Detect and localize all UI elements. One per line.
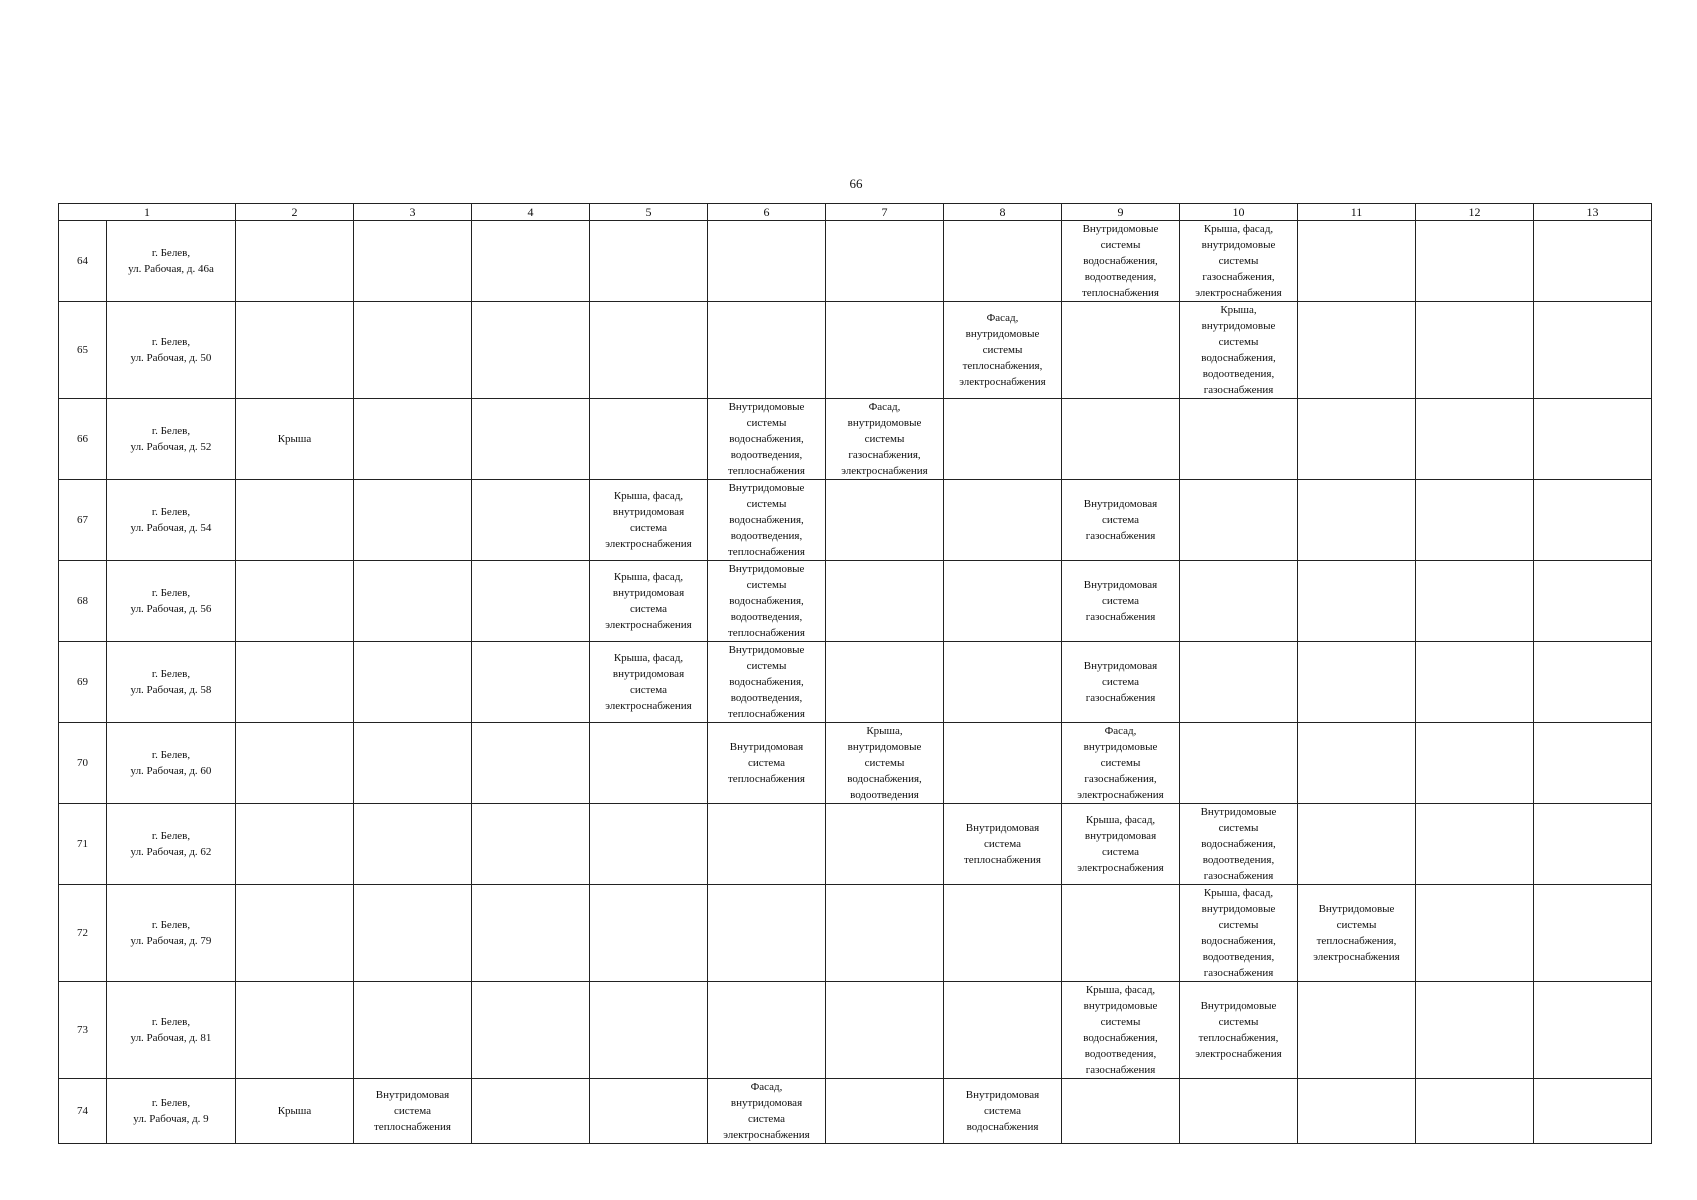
work-type-text: Внутридомовые системы водоснабжения, водоотведения, теплоснабжения (728, 644, 805, 720)
work-type-text: Крыша, внутридомовые системы водоснабжения, водоотведения (847, 725, 922, 801)
work-type-text: Внутридомовая система газоснабжения (1083, 498, 1158, 542)
period-cell-col-12 (1416, 642, 1534, 723)
row-number: 69 (59, 642, 107, 723)
period-cell-col-9 (1062, 885, 1180, 982)
period-cell-col-13 (1534, 561, 1652, 642)
row-number: 70 (59, 723, 107, 804)
period-cell-col-5 (590, 642, 708, 723)
work-type-text: Внутридомовые системы теплоснабжения, электроснабжения (1313, 903, 1400, 963)
period-cell-col-8 (944, 480, 1062, 561)
period-cell-col-8 (944, 1079, 1062, 1144)
period-cell-col-7 (826, 399, 944, 480)
table-row (59, 885, 1652, 982)
column-header-7: 7 (826, 204, 944, 221)
period-cell-col-5 (590, 723, 708, 804)
period-cell-col-10 (1180, 221, 1298, 302)
period-cell-col-4 (472, 480, 590, 561)
period-cell-col-8 (944, 982, 1062, 1079)
address-text: г. Белев, ул. Рабочая, д. 81 (130, 1016, 212, 1044)
period-cell-col-4 (472, 399, 590, 480)
period-cell-col-5 (590, 1079, 708, 1144)
address-cell (107, 302, 236, 399)
address-cell (107, 885, 236, 982)
period-cell-col-4 (472, 723, 590, 804)
period-cell-col-11 (1298, 302, 1416, 399)
period-cell-col-12 (1416, 804, 1534, 885)
address-text: г. Белев, ул. Рабочая, д. 58 (130, 668, 212, 696)
row-number: 72 (59, 885, 107, 982)
period-cell-col-3 (354, 1079, 472, 1144)
work-type-text: Внутридомовые системы теплоснабжения, электроснабжения (1195, 1000, 1282, 1060)
period-cell-col-3 (354, 804, 472, 885)
period-cell-col-12 (1416, 399, 1534, 480)
period-cell-col-11 (1298, 723, 1416, 804)
period-cell-col-2 (236, 480, 354, 561)
period-cell-col-2 (236, 885, 354, 982)
period-cell-col-13 (1534, 399, 1652, 480)
work-type-text: Внутридомовая система теплоснабжения (728, 741, 805, 785)
table-row (59, 221, 1652, 302)
row-number: 68 (59, 561, 107, 642)
period-cell-col-13 (1534, 723, 1652, 804)
work-type-text: Крыша (277, 1105, 312, 1117)
period-cell-col-7 (826, 561, 944, 642)
column-header-3: 3 (354, 204, 472, 221)
period-cell-col-6 (708, 399, 826, 480)
period-cell-col-6 (708, 723, 826, 804)
column-header-2: 2 (236, 204, 354, 221)
period-cell-col-12 (1416, 221, 1534, 302)
table-row (59, 723, 1652, 804)
address-cell (107, 723, 236, 804)
address-cell (107, 642, 236, 723)
period-cell-col-12 (1416, 982, 1534, 1079)
period-cell-col-12 (1416, 302, 1534, 399)
work-type-text: Крыша, внутридомовые системы водоснабжения, водоотведения, газоснабжения (1201, 304, 1276, 396)
period-cell-col-10 (1180, 561, 1298, 642)
period-cell-col-4 (472, 302, 590, 399)
period-cell-col-4 (472, 885, 590, 982)
period-cell-col-6 (708, 561, 826, 642)
work-type-text: Внутридомовая система газоснабжения (1083, 579, 1158, 623)
period-cell-col-5 (590, 221, 708, 302)
column-header-12: 12 (1416, 204, 1534, 221)
column-header-5: 5 (590, 204, 708, 221)
period-cell-col-7 (826, 302, 944, 399)
work-type-text: Внутридомовая система теплоснабжения (964, 822, 1041, 866)
period-cell-col-4 (472, 1079, 590, 1144)
period-cell-col-7 (826, 221, 944, 302)
column-header-10: 10 (1180, 204, 1298, 221)
period-cell-col-13 (1534, 804, 1652, 885)
work-type-text: Внутридомовые системы водоснабжения, водоотведения, теплоснабжения (728, 401, 805, 477)
period-cell-col-8 (944, 561, 1062, 642)
period-cell-col-4 (472, 804, 590, 885)
row-number: 67 (59, 480, 107, 561)
period-cell-col-13 (1534, 302, 1652, 399)
period-cell-col-4 (472, 982, 590, 1079)
period-cell-col-13 (1534, 885, 1652, 982)
period-cell-col-12 (1416, 885, 1534, 982)
table-row (59, 804, 1652, 885)
period-cell-col-6 (708, 1079, 826, 1144)
period-cell-col-10 (1180, 642, 1298, 723)
period-cell-col-10 (1180, 723, 1298, 804)
period-cell-col-2 (236, 723, 354, 804)
period-cell-col-5 (590, 804, 708, 885)
column-header-row (59, 204, 1652, 221)
period-cell-col-11 (1298, 399, 1416, 480)
table-row (59, 480, 1652, 561)
period-cell-col-11 (1298, 642, 1416, 723)
period-cell-col-13 (1534, 642, 1652, 723)
period-cell-col-4 (472, 221, 590, 302)
period-cell-col-8 (944, 804, 1062, 885)
page-number: 66 (849, 176, 863, 191)
work-type-text: Внутридомовая система водоснабжения (965, 1089, 1040, 1133)
table-row (59, 302, 1652, 399)
work-type-text: Крыша, фасад, внутридомовые системы водоснабжения, водоотведения, газоснабжения (1201, 887, 1276, 979)
period-cell-col-11 (1298, 804, 1416, 885)
table-row (59, 561, 1652, 642)
period-cell-col-7 (826, 1079, 944, 1144)
address-text: г. Белев, ул. Рабочая, д. 52 (130, 425, 212, 453)
period-cell-col-9 (1062, 642, 1180, 723)
period-cell-col-9 (1062, 399, 1180, 480)
work-type-text: Крыша, фасад, внутридомовая система электроснабжения (605, 652, 692, 712)
period-cell-col-8 (944, 885, 1062, 982)
period-cell-col-3 (354, 399, 472, 480)
work-type-text: Внутридомовые системы водоснабжения, водоотведения, газоснабжения (1200, 806, 1277, 882)
period-cell-col-7 (826, 642, 944, 723)
row-number: 65 (59, 302, 107, 399)
address-cell (107, 480, 236, 561)
period-cell-col-9 (1062, 723, 1180, 804)
column-header-11: 11 (1298, 204, 1416, 221)
address-text: г. Белев, ул. Рабочая, д. 62 (130, 830, 212, 858)
work-type-text: Фасад, внутридомовые системы теплоснабжения, электроснабжения (959, 312, 1046, 388)
period-cell-col-4 (472, 561, 590, 642)
period-cell-col-5 (590, 480, 708, 561)
period-cell-col-11 (1298, 982, 1416, 1079)
period-cell-col-6 (708, 642, 826, 723)
period-cell-col-11 (1298, 1079, 1416, 1144)
column-header-4: 4 (472, 204, 590, 221)
period-cell-col-10 (1180, 1079, 1298, 1144)
address-cell (107, 1079, 236, 1144)
column-header-9: 9 (1062, 204, 1180, 221)
work-type-text: Внутридомовые системы водоснабжения, водоотведения, теплоснабжения (728, 482, 805, 558)
row-number: 73 (59, 982, 107, 1079)
work-type-text: Крыша, фасад, внутридомовая система электроснабжения (605, 571, 692, 631)
row-number: 74 (59, 1079, 107, 1144)
table-row (59, 642, 1652, 723)
period-cell-col-8 (944, 399, 1062, 480)
period-cell-col-5 (590, 885, 708, 982)
period-cell-col-6 (708, 302, 826, 399)
period-cell-col-3 (354, 561, 472, 642)
address-text: г. Белев, ул. Рабочая, д. 56 (130, 587, 212, 615)
period-cell-col-10 (1180, 302, 1298, 399)
address-text: г. Белев, ул. Рабочая, д. 60 (130, 749, 212, 777)
period-cell-col-9 (1062, 982, 1180, 1079)
address-text: г. Белев, ул. Рабочая, д. 50 (130, 336, 212, 364)
period-cell-col-10 (1180, 885, 1298, 982)
table-row (59, 1079, 1652, 1144)
address-text: г. Белев, ул. Рабочая, д. 79 (130, 919, 212, 947)
work-type-text: Внутридомовые системы водоснабжения, водоотведения, теплоснабжения (728, 563, 805, 639)
period-cell-col-13 (1534, 982, 1652, 1079)
period-cell-col-8 (944, 642, 1062, 723)
repair-schedule-table (58, 203, 1652, 1144)
period-cell-col-5 (590, 399, 708, 480)
period-cell-col-8 (944, 221, 1062, 302)
address-cell (107, 399, 236, 480)
period-cell-col-2 (236, 221, 354, 302)
address-text: г. Белев, ул. Рабочая, д. 9 (133, 1097, 209, 1125)
period-cell-col-10 (1180, 480, 1298, 561)
column-header-1: 1 (59, 204, 236, 221)
period-cell-col-9 (1062, 804, 1180, 885)
work-type-text: Фасад, внутридомовые системы газоснабжения, электроснабжения (841, 401, 928, 477)
period-cell-col-10 (1180, 982, 1298, 1079)
table-row (59, 982, 1652, 1079)
period-cell-col-8 (944, 302, 1062, 399)
period-cell-col-6 (708, 885, 826, 982)
period-cell-col-3 (354, 642, 472, 723)
address-cell (107, 982, 236, 1079)
period-cell-col-9 (1062, 302, 1180, 399)
period-cell-col-12 (1416, 1079, 1534, 1144)
work-type-text: Внутридомовая система теплоснабжения (374, 1089, 451, 1133)
period-cell-col-4 (472, 642, 590, 723)
period-cell-col-10 (1180, 804, 1298, 885)
period-cell-col-7 (826, 480, 944, 561)
period-cell-col-2 (236, 804, 354, 885)
period-cell-col-9 (1062, 1079, 1180, 1144)
period-cell-col-2 (236, 1079, 354, 1144)
period-cell-col-5 (590, 561, 708, 642)
period-cell-col-3 (354, 480, 472, 561)
row-number: 64 (59, 221, 107, 302)
period-cell-col-11 (1298, 480, 1416, 561)
period-cell-col-3 (354, 885, 472, 982)
row-number: 66 (59, 399, 107, 480)
row-number: 71 (59, 804, 107, 885)
address-text: г. Белев, ул. Рабочая, д. 54 (130, 506, 212, 534)
period-cell-col-2 (236, 642, 354, 723)
period-cell-col-9 (1062, 480, 1180, 561)
period-cell-col-9 (1062, 221, 1180, 302)
period-cell-col-6 (708, 480, 826, 561)
period-cell-col-7 (826, 804, 944, 885)
work-type-text: Фасад, внутридомовая система электроснабжения (723, 1081, 810, 1141)
period-cell-col-2 (236, 302, 354, 399)
period-cell-col-3 (354, 221, 472, 302)
column-header-8: 8 (944, 204, 1062, 221)
work-type-text: Крыша, фасад, внутридомовая система электроснабжения (1077, 814, 1164, 874)
work-type-text: Крыша, фасад, внутридомовые системы водоснабжения, водоотведения, газоснабжения (1083, 984, 1158, 1076)
period-cell-col-2 (236, 982, 354, 1079)
period-cell-col-11 (1298, 561, 1416, 642)
work-type-text: Крыша (277, 433, 312, 445)
address-cell (107, 804, 236, 885)
period-cell-col-13 (1534, 480, 1652, 561)
address-text: г. Белев, ул. Рабочая, д. 46а (128, 247, 214, 275)
period-cell-col-3 (354, 723, 472, 804)
work-type-text: Внутридомовые системы водоснабжения, водоотведения, теплоснабжения (1082, 223, 1159, 299)
period-cell-col-5 (590, 982, 708, 1079)
period-cell-col-9 (1062, 561, 1180, 642)
period-cell-col-12 (1416, 723, 1534, 804)
work-type-text: Фасад, внутридомовые системы газоснабжения, электроснабжения (1077, 725, 1164, 801)
period-cell-col-5 (590, 302, 708, 399)
period-cell-col-2 (236, 399, 354, 480)
address-cell (107, 561, 236, 642)
period-cell-col-6 (708, 804, 826, 885)
column-header-6: 6 (708, 204, 826, 221)
period-cell-col-3 (354, 302, 472, 399)
period-cell-col-12 (1416, 561, 1534, 642)
work-type-text: Крыша, фасад, внутридомовые системы газоснабжения, электроснабжения (1195, 223, 1282, 299)
address-cell (107, 221, 236, 302)
period-cell-col-6 (708, 221, 826, 302)
period-cell-col-13 (1534, 221, 1652, 302)
period-cell-col-7 (826, 723, 944, 804)
period-cell-col-7 (826, 885, 944, 982)
table-row (59, 399, 1652, 480)
period-cell-col-11 (1298, 885, 1416, 982)
work-type-text: Внутридомовая система газоснабжения (1083, 660, 1158, 704)
period-cell-col-10 (1180, 399, 1298, 480)
period-cell-col-11 (1298, 221, 1416, 302)
period-cell-col-12 (1416, 480, 1534, 561)
period-cell-col-6 (708, 982, 826, 1079)
period-cell-col-8 (944, 723, 1062, 804)
work-type-text: Крыша, фасад, внутридомовая система электроснабжения (605, 490, 692, 550)
period-cell-col-3 (354, 982, 472, 1079)
column-header-13: 13 (1534, 204, 1652, 221)
period-cell-col-13 (1534, 1079, 1652, 1144)
period-cell-col-7 (826, 982, 944, 1079)
period-cell-col-2 (236, 561, 354, 642)
